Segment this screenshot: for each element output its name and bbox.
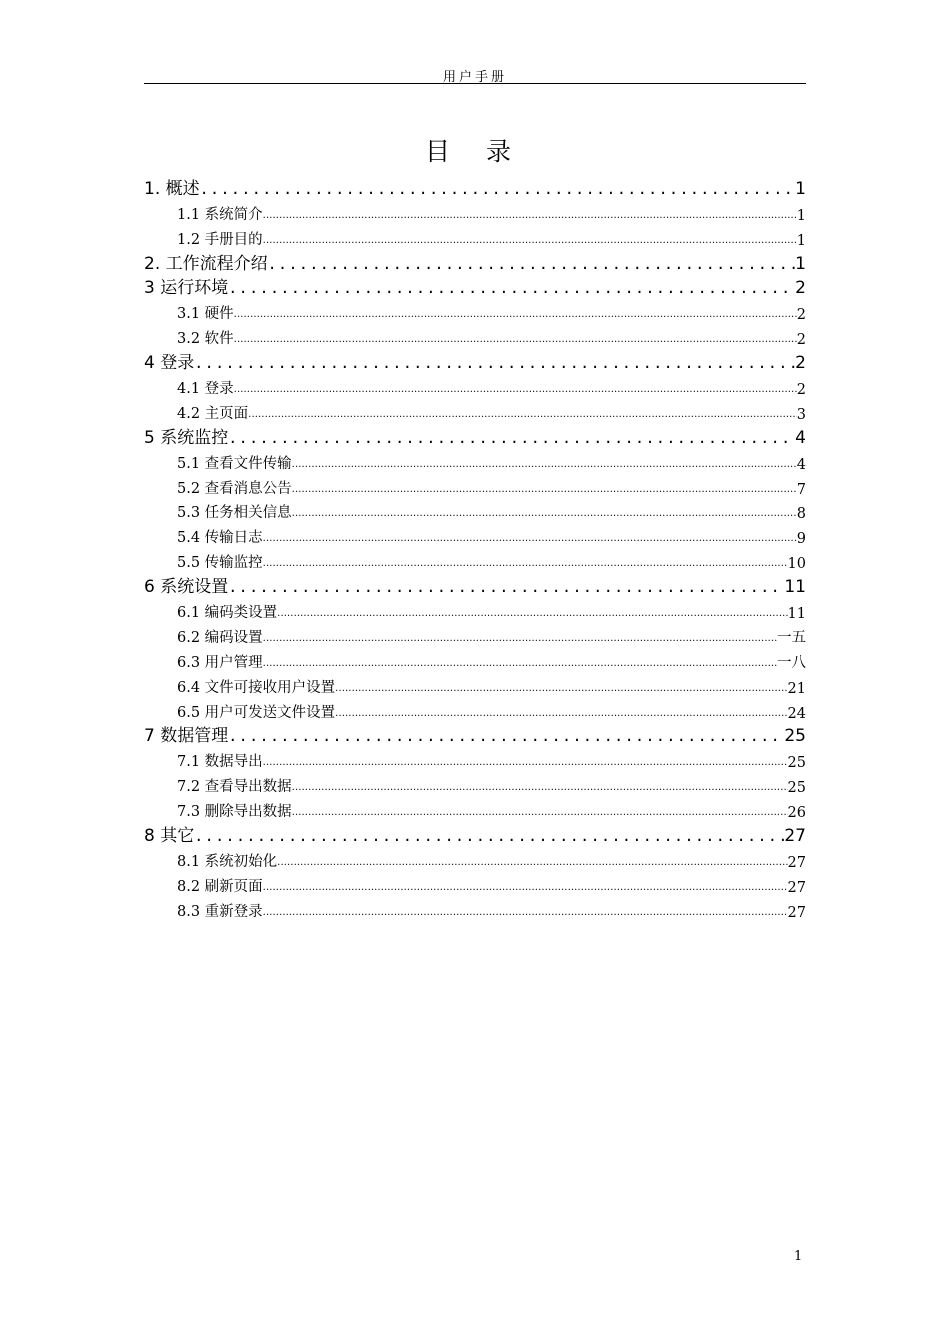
toc-entry-section[interactable] — [144, 597, 806, 622]
toc-entry-page-number: 25 — [787, 755, 806, 772]
toc-entry-section[interactable] — [144, 323, 806, 348]
dot-leader — [263, 908, 788, 921]
toc-entry-page-number: 2 — [795, 353, 806, 374]
toc-entry-chapter[interactable] — [144, 348, 806, 373]
dot-leader — [263, 883, 788, 896]
toc-entry-section[interactable] — [144, 398, 806, 423]
dot-leader — [292, 460, 797, 473]
toc-entry-page-number: 3 — [796, 406, 806, 423]
toc-entry-chapter[interactable] — [144, 274, 806, 299]
toc-entry-page-number: 1 — [795, 178, 806, 199]
toc-entry-section[interactable] — [144, 473, 806, 498]
dot-leader — [292, 808, 788, 821]
dot-leader — [277, 858, 787, 871]
toc-entry-page-number: 25 — [787, 780, 806, 797]
toc-entry-chapter[interactable] — [144, 722, 806, 747]
toc-entry-label: 6 系统设置 — [144, 577, 229, 598]
toc-entry-label: 7.2 查看导出数据 — [177, 779, 292, 796]
dot-leader — [228, 580, 784, 597]
toc-entry-section[interactable] — [144, 522, 806, 547]
dot-leader — [228, 431, 795, 448]
dot-leader — [248, 410, 797, 423]
toc-entry-section[interactable] — [144, 199, 806, 224]
toc-entry-section[interactable] — [144, 547, 806, 572]
dot-leader — [228, 281, 795, 298]
toc-entry-label: 3.2 软件 — [177, 331, 234, 348]
toc-entry-chapter[interactable] — [144, 423, 806, 448]
toc-entry-page-number: 7 — [796, 481, 806, 498]
dot-leader — [234, 310, 797, 323]
toc-entry-page-number: 2 — [796, 332, 806, 349]
toc-entry-label: 5 系统监控 — [144, 427, 229, 448]
toc-entry-section[interactable] — [144, 846, 806, 871]
toc-entry-section[interactable] — [144, 771, 806, 796]
toc-entry-label: 4.2 主页面 — [177, 405, 249, 422]
toc-entry-page-number: 27 — [787, 854, 806, 871]
dot-leader — [292, 485, 797, 498]
toc-entry-section[interactable] — [144, 498, 806, 523]
toc-entry-section[interactable] — [144, 896, 806, 921]
toc-entry-label: 6.5 用户可发送文件设置 — [177, 704, 336, 721]
dot-leader — [335, 684, 787, 697]
toc-entry-chapter[interactable] — [144, 174, 806, 199]
dot-leader — [268, 257, 796, 274]
toc-entry-page-number: 25 — [784, 726, 806, 747]
dot-leader — [234, 335, 797, 348]
dot-leader — [200, 182, 796, 199]
toc-entry-label: 5.3 任务相关信息 — [177, 505, 292, 522]
toc-entry-page-number: 11 — [787, 606, 806, 623]
toc-entry-label: 2. 工作流程介绍 — [144, 253, 268, 274]
toc-entry-page-number: 24 — [787, 705, 806, 722]
toc-entry-label: 5.4 传输日志 — [177, 530, 263, 547]
toc-entry-label: 5.5 传输监控 — [177, 555, 263, 572]
toc-entry-page-number: 一八 — [777, 654, 806, 671]
toc-entry-page-number: 10 — [787, 556, 806, 573]
toc-entry-page-number: 1 — [795, 253, 806, 274]
toc-entry-page-number: 一五 — [777, 629, 806, 646]
toc-entry-label: 7.1 数据导出 — [177, 754, 263, 771]
dot-leader — [263, 559, 788, 572]
toc-entry-section[interactable] — [144, 448, 806, 473]
header-rule — [144, 83, 806, 84]
toc-entry-label: 8.1 系统初始化 — [177, 853, 278, 870]
toc-entry-section[interactable] — [144, 622, 806, 647]
dot-leader — [194, 356, 795, 373]
toc-entry-label: 6.3 用户管理 — [177, 654, 263, 671]
toc-entry-page-number: 26 — [787, 805, 806, 822]
toc-entry-section[interactable] — [144, 746, 806, 771]
dot-leader — [263, 758, 788, 771]
toc-entry-page-number: 9 — [796, 531, 806, 548]
toc-entry-section[interactable] — [144, 697, 806, 722]
toc-entry-page-number: 27 — [784, 826, 806, 847]
toc-entry-label: 7.3 删除导出数据 — [177, 804, 292, 821]
toc-entry-label: 8.2 刷新页面 — [177, 878, 263, 895]
toc-entry-section[interactable] — [144, 298, 806, 323]
toc-entry-label: 1.2 手册目的 — [177, 231, 263, 248]
toc-entry-page-number: 2 — [795, 278, 806, 299]
toc-entry-label: 4 登录 — [144, 353, 195, 374]
toc-entry-label: 3.1 硬件 — [177, 306, 234, 323]
toc-entry-section[interactable] — [144, 796, 806, 821]
toc-entry-chapter[interactable] — [144, 249, 806, 274]
toc-entry-page-number: 1 — [796, 232, 806, 249]
toc-entry-label: 1. 概述 — [144, 178, 200, 199]
toc-entry-page-number: 27 — [787, 904, 806, 921]
toc-entry-page-number: 1 — [796, 207, 806, 224]
toc-entry-section[interactable] — [144, 672, 806, 697]
toc-entry-page-number: 2 — [796, 307, 806, 324]
toc-entry-section[interactable] — [144, 871, 806, 896]
dot-leader — [263, 534, 797, 547]
dot-leader — [194, 829, 784, 846]
dot-leader — [292, 783, 788, 796]
dot-leader — [234, 385, 797, 398]
toc-entry-label: 8.3 重新登录 — [177, 903, 263, 920]
toc-title: 目 录 — [425, 137, 525, 166]
dot-leader — [228, 729, 784, 746]
toc-entry-page-number: 8 — [796, 506, 806, 523]
toc-entry-page-number: 27 — [787, 879, 806, 896]
toc-entry-label: 1.1 系统简介 — [177, 206, 263, 223]
toc-entry-section[interactable] — [144, 373, 806, 398]
dot-leader — [263, 659, 777, 672]
toc-entry-label: 8 其它 — [144, 826, 195, 847]
toc-entry-label: 5.2 查看消息公告 — [177, 480, 292, 497]
dot-leader — [263, 211, 797, 224]
toc-entry-page-number: 4 — [795, 427, 806, 448]
dot-leader — [263, 236, 797, 249]
toc-entry-chapter[interactable] — [144, 821, 806, 846]
toc-entry-page-number: 11 — [784, 577, 806, 598]
dot-leader — [335, 709, 787, 722]
toc-entry-section[interactable] — [144, 647, 806, 672]
toc-entry-chapter[interactable] — [144, 572, 806, 597]
dot-leader — [263, 634, 777, 647]
toc-entry-label: 7 数据管理 — [144, 726, 229, 747]
dot-leader — [292, 509, 797, 522]
toc-entry-label: 6.2 编码设置 — [177, 629, 263, 646]
toc-entry-page-number: 21 — [787, 680, 806, 697]
toc-entry-label: 5.1 查看文件传输 — [177, 455, 292, 472]
page-number: 1 — [794, 1249, 803, 1264]
toc-entry-label: 4.1 登录 — [177, 381, 234, 398]
dot-leader — [277, 609, 787, 622]
toc-entry-page-number: 2 — [796, 382, 806, 399]
table-of-contents — [144, 174, 806, 921]
toc-entry-page-number: 4 — [796, 456, 806, 473]
toc-entry-label: 3 运行环境 — [144, 278, 229, 299]
toc-entry-label: 6.4 文件可接收用户设置 — [177, 679, 336, 696]
running-header: 用户手册 — [442, 70, 507, 85]
toc-entry-label: 6.1 编码类设置 — [177, 605, 278, 622]
toc-entry-section[interactable] — [144, 224, 806, 249]
